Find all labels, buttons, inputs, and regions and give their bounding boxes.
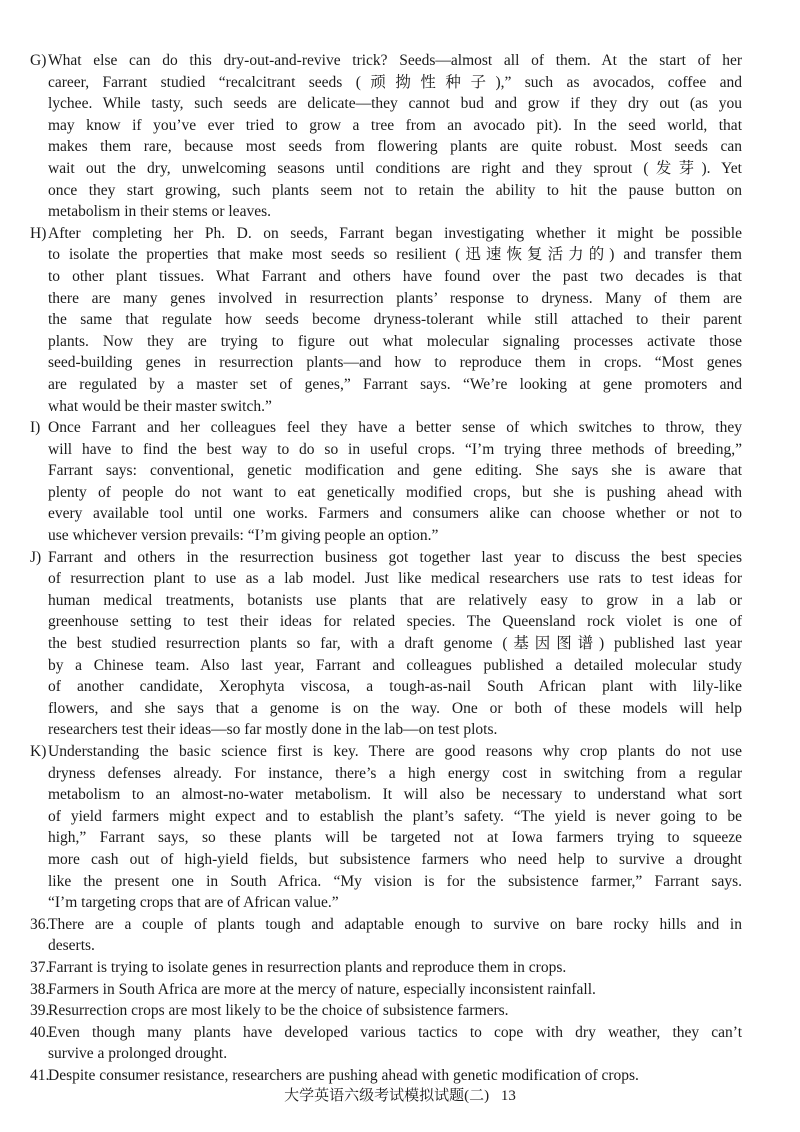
text-line: will have to find the best way to do so in useful crops. “I’m trying three methods of breeding,”: [48, 440, 742, 458]
text-line: of resurrection plant to use as a lab model. Just like medical researchers use rats to test ideas for: [48, 570, 742, 588]
text-line: more cash out of high-yield fields, but subsistence farmers who need help to survive a drought: [48, 850, 742, 868]
text-line: use whichever version prevails: “I’m giving people an option.”: [48, 527, 439, 545]
passage-paragraph: [30, 223, 742, 417]
statement-item: [30, 957, 742, 979]
footer-title: 大学英语六级考试模拟试题(二): [284, 1088, 490, 1104]
text-line: Once Farrant and her colleagues feel they have a better sense of which switches to throw, they: [48, 419, 742, 437]
paragraph-label: H): [30, 224, 47, 242]
text-line: plenty of people do not want to eat genetically modified crops, but she is pushing ahead with: [48, 483, 742, 501]
document-body: [30, 50, 742, 1087]
text-line: Understanding the basic science first is key. There are good reasons why crop plants do not use: [48, 743, 742, 760]
passage-paragraph: [30, 547, 742, 741]
text-line: After completing her Ph. D. on seeds, Farrant began investigating whether it might be possible: [48, 224, 742, 242]
statement-number: 37.: [30, 958, 50, 976]
statement-item: [30, 1000, 742, 1022]
paragraph-label: K): [30, 743, 47, 760]
text-line: to isolate the properties that make most seeds so resilient (迅速恢复活力的) and transfer them: [48, 246, 742, 264]
text-line: makes them rare, because most seeds from flowering plants are quite robust. Most seeds can: [48, 138, 742, 156]
statement-number: 39.: [30, 1002, 50, 1020]
page-number: 13: [500, 1088, 516, 1104]
text-line: Even though many plants have developed various tactics to cope with dry weather, they can’t: [48, 1023, 742, 1041]
text-line: seed-building genes in resurrection plants—and how to reproduce them in crops. “Most genes: [48, 354, 742, 372]
text-line: by a Chinese team. Also last year, Farrant and colleagues published a detailed molecular study: [48, 656, 742, 674]
statement-number: 40.: [30, 1023, 50, 1041]
paragraph-label: I): [30, 419, 41, 437]
text-line: Farrant and others in the resurrection business got together last year to discuss the best species: [48, 548, 742, 566]
text-line: once they start growing, such plants seem not to retain the ability to hit the pause button on: [48, 181, 742, 199]
text-line: human medical treatments, botanists use plants that are relatively easy to grow in a lab or: [48, 591, 742, 609]
statement-item: [30, 979, 742, 1001]
statement-number: 36.: [30, 915, 50, 933]
statement-item: [30, 1022, 742, 1065]
page-footer: [0, 1084, 800, 1105]
text-line: “I’m targeting crops that are of African value.”: [48, 894, 339, 912]
paragraph-label: J): [30, 548, 42, 566]
statement-number: 38.: [30, 980, 50, 998]
text-line: plants. Now they are trying to figure out what molecular signaling processes activate those: [48, 332, 742, 350]
text-line: There are a couple of plants tough and adaptable enough to survive on bare rocky hills and in: [48, 915, 742, 933]
statement-number: 41.: [30, 1066, 50, 1084]
text-line: high,” Farrant says, so these plants will be targeted not at Iowa farmers trying to squeeze: [48, 829, 742, 847]
text-line: career, Farrant studied “recalcitrant seeds (顽拗性种子),” such as avocados, coffee and: [48, 73, 742, 91]
text-line: Farmers in South Africa are more at the mercy of nature, especially inconsistent rainfall.: [48, 980, 596, 998]
text-line: Farrant says: conventional, genetic modification and gene editing. She says she is aware that: [48, 462, 742, 480]
text-line: metabolism in their stems or leaves.: [48, 203, 271, 221]
text-line: wait out the dry, unwelcoming seasons until conditions are right and they sprout (发芽). Yet: [48, 159, 742, 177]
text-line: are regulated by a master set of genes,” Farrant says. “We’re looking at gene promoters and: [48, 375, 742, 393]
text-line: Farrant is trying to isolate genes in resurrection plants and reproduce them in crops.: [48, 958, 567, 976]
text-line: the same that regulate how seeds become dryness-tolerant while still attached to their parent: [48, 311, 742, 329]
text-line: what would be their master switch.”: [48, 397, 272, 415]
text-line: survive a prolonged drought.: [48, 1045, 228, 1063]
text-line: the best studied resurrection plants so far, with a draft genome (基因图谱) published last year: [48, 635, 742, 653]
text-line: every available tool until one works. Farmers and consumers alike can choose whether or not to: [48, 505, 742, 523]
passage-paragraph: [30, 741, 742, 914]
text-line: of another candidate, Xerophyta viscosa, a tough-as-nail South African plant with lily-like: [48, 678, 742, 696]
text-line: researchers test their ideas—so far mostly done in the lab—on test plots.: [48, 721, 498, 739]
text-line: metabolism to an almost-no-water metabolism. It will also be necessary to understand what sort: [48, 786, 742, 804]
text-line: like the present one in South Africa. “My vision is for the subsistence farmer,” Farrant says.: [48, 872, 742, 890]
text-line: to other plant tissues. What Farrant and others have found over the past two decades is that: [48, 267, 742, 285]
statement-item: [30, 914, 742, 957]
text-line: deserts.: [48, 937, 95, 955]
text-line: greenhouse setting to test their ideas for related species. The Queensland rock violet is one of: [48, 613, 742, 631]
passage-paragraph: [30, 50, 742, 223]
text-line: Despite consumer resistance, researchers are pushing ahead with genetic modification of crops.: [48, 1066, 639, 1084]
text-line: lychee. While tasty, such seeds are delicate—they cannot bud and grow if they dry out (as you: [48, 95, 742, 113]
text-line: flowers, and she says that a genome is on the way. One or both of these models will help: [48, 699, 742, 717]
paragraph-label: G): [30, 52, 47, 69]
text-line: may know if you’ve ever tried to grow a tree from an avocado pit). In the seed world, that: [48, 116, 742, 134]
text-line: Resurrection crops are most likely to be the choice of subsistence farmers.: [48, 1002, 509, 1020]
text-line: there are many genes involved in resurrection plants’ response to dryness. Many of them are: [48, 289, 742, 307]
passage-paragraph: [30, 417, 742, 547]
text-line: What else can do this dry-out-and-revive trick? Seeds—almost all of them. At the start of her: [48, 52, 742, 69]
text-line: of yield farmers might expect and to establish the plant’s safety. “The yield is never going to be: [48, 807, 742, 825]
text-line: dryness defenses already. For instance, there’s a high energy cost in switching from a regular: [48, 764, 742, 782]
